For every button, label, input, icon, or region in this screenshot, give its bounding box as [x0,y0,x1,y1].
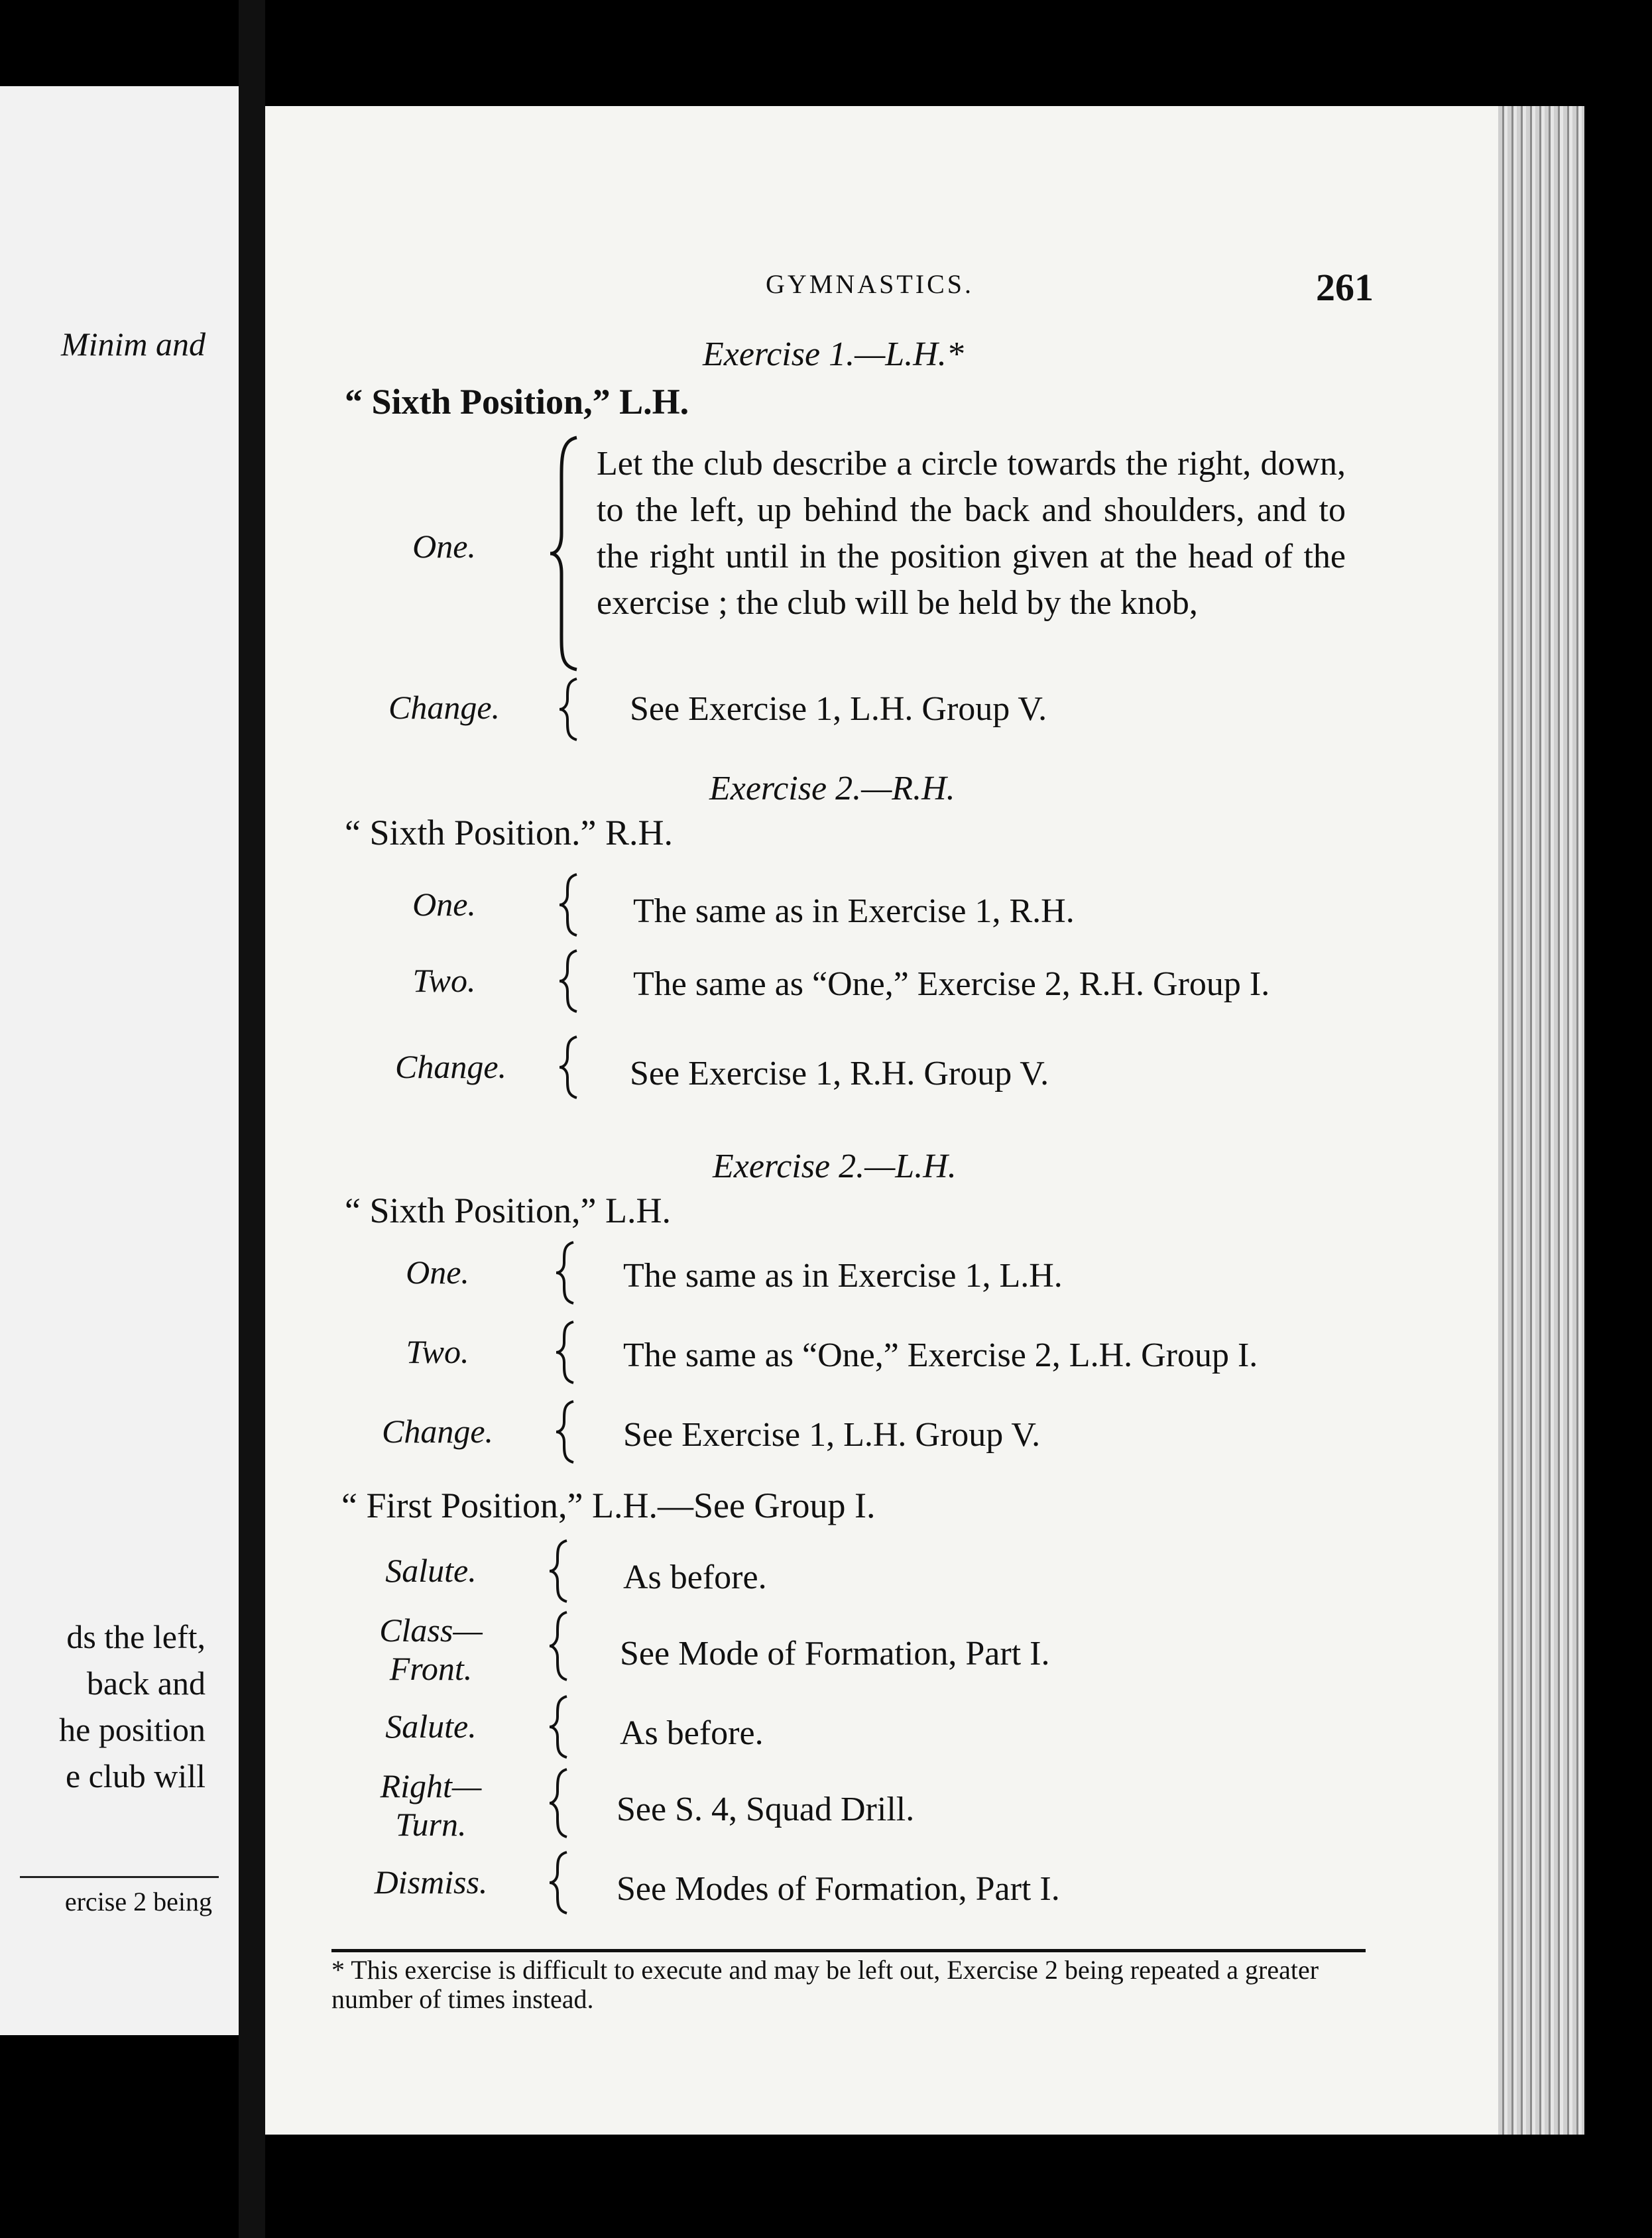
step-label: Change. [381,1413,494,1450]
step-text: The same as in Exercise 1, L.H. [623,1257,1063,1295]
left-page-fragment: Minim and [60,325,206,363]
footnote: * This exercise is difficult to execute and may be left out, Exercise 2 being repeated a greater number of times instead. [331,1955,1319,2014]
brace-icon [554,1399,580,1465]
exercise-heading: Exercise 2.—R.H. [709,770,955,807]
exercise-description: Let the club describe a circle towards the right, down, to the left, up behind the back and shoulders, and to the right until in the position given at the head of the exercise ; the club will be held by the knob, [597,445,1346,622]
left-page-line: e club will [65,1757,206,1795]
step-text: See Mode of Formation, Part I. [620,1635,1050,1673]
left-page [0,86,239,2035]
step-label: One. [406,1254,469,1291]
left-page-line: back and [86,1665,206,1702]
left-page-line: he position [59,1711,206,1748]
brace-icon [547,1767,573,1840]
page-number: 261 [1316,266,1374,309]
step-label: Salute. [385,1708,477,1745]
brace-icon [547,1850,573,1916]
brace-icon [547,434,587,673]
step-text: See Modes of Formation, Part I. [617,1870,1060,1908]
brace-icon [557,1034,583,1100]
brace-icon [557,676,583,742]
step-text: See Exercise 1, R.H. Group V. [630,1055,1049,1092]
exercise-heading: Exercise 2.—L.H. [713,1148,957,1185]
step-text: See S. 4, Squad Drill. [617,1791,915,1828]
step-text: As before. [620,1714,764,1752]
left-page-footnote-fragment: ercise 2 being [64,1887,212,1916]
step-label: Two. [412,962,476,999]
step-text: The same as “One,” Exercise 2, L.H. Group I. [623,1336,1258,1374]
book-gutter [239,0,265,2238]
brace-icon [557,872,583,938]
exercise-heading: Exercise 1.—L.H.* [703,335,964,373]
brace-icon [554,1240,580,1306]
step-label: Dismiss. [374,1863,488,1901]
step-text: The same as in Exercise 1, R.H. [633,892,1075,930]
step-label: One. [412,886,476,923]
position-heading: “ First Position,” L.H.—See Group I. [341,1486,876,1525]
step-label: Change. [388,689,501,726]
step-label: Right— Turn. [380,1767,482,1843]
running-title: GYMNASTICS. [766,269,974,299]
position-heading: “ Sixth Position.” R.H. [345,813,674,853]
brace-icon [554,1319,580,1385]
step-label: Change. [394,1048,507,1085]
left-page-line: ds the left, [66,1618,206,1655]
right-page [265,106,1584,2135]
footnote-rule [331,1949,1366,1952]
step-text: See Exercise 1, L.H. Group V. [630,690,1047,728]
step-label: One. [412,528,476,565]
position-heading: “ Sixth Position,” L.H. [345,1191,672,1230]
brace-icon [547,1538,573,1604]
position-heading: “ Sixth Position,” L.H. [345,382,689,422]
step-label: Salute. [385,1552,477,1589]
brace-icon [557,948,583,1014]
brace-icon [547,1694,573,1760]
step-text: See Exercise 1, L.H. Group V. [623,1416,1041,1454]
step-label: Two. [406,1333,469,1370]
left-footnote-rule [20,1876,219,1878]
step-text: The same as “One,” Exercise 2, R.H. Group I. [633,965,1270,1003]
step-text: As before. [623,1559,767,1596]
step-label: Class— Front. [379,1612,483,1687]
brace-icon [547,1610,573,1682]
page-edges [1498,106,1584,2135]
